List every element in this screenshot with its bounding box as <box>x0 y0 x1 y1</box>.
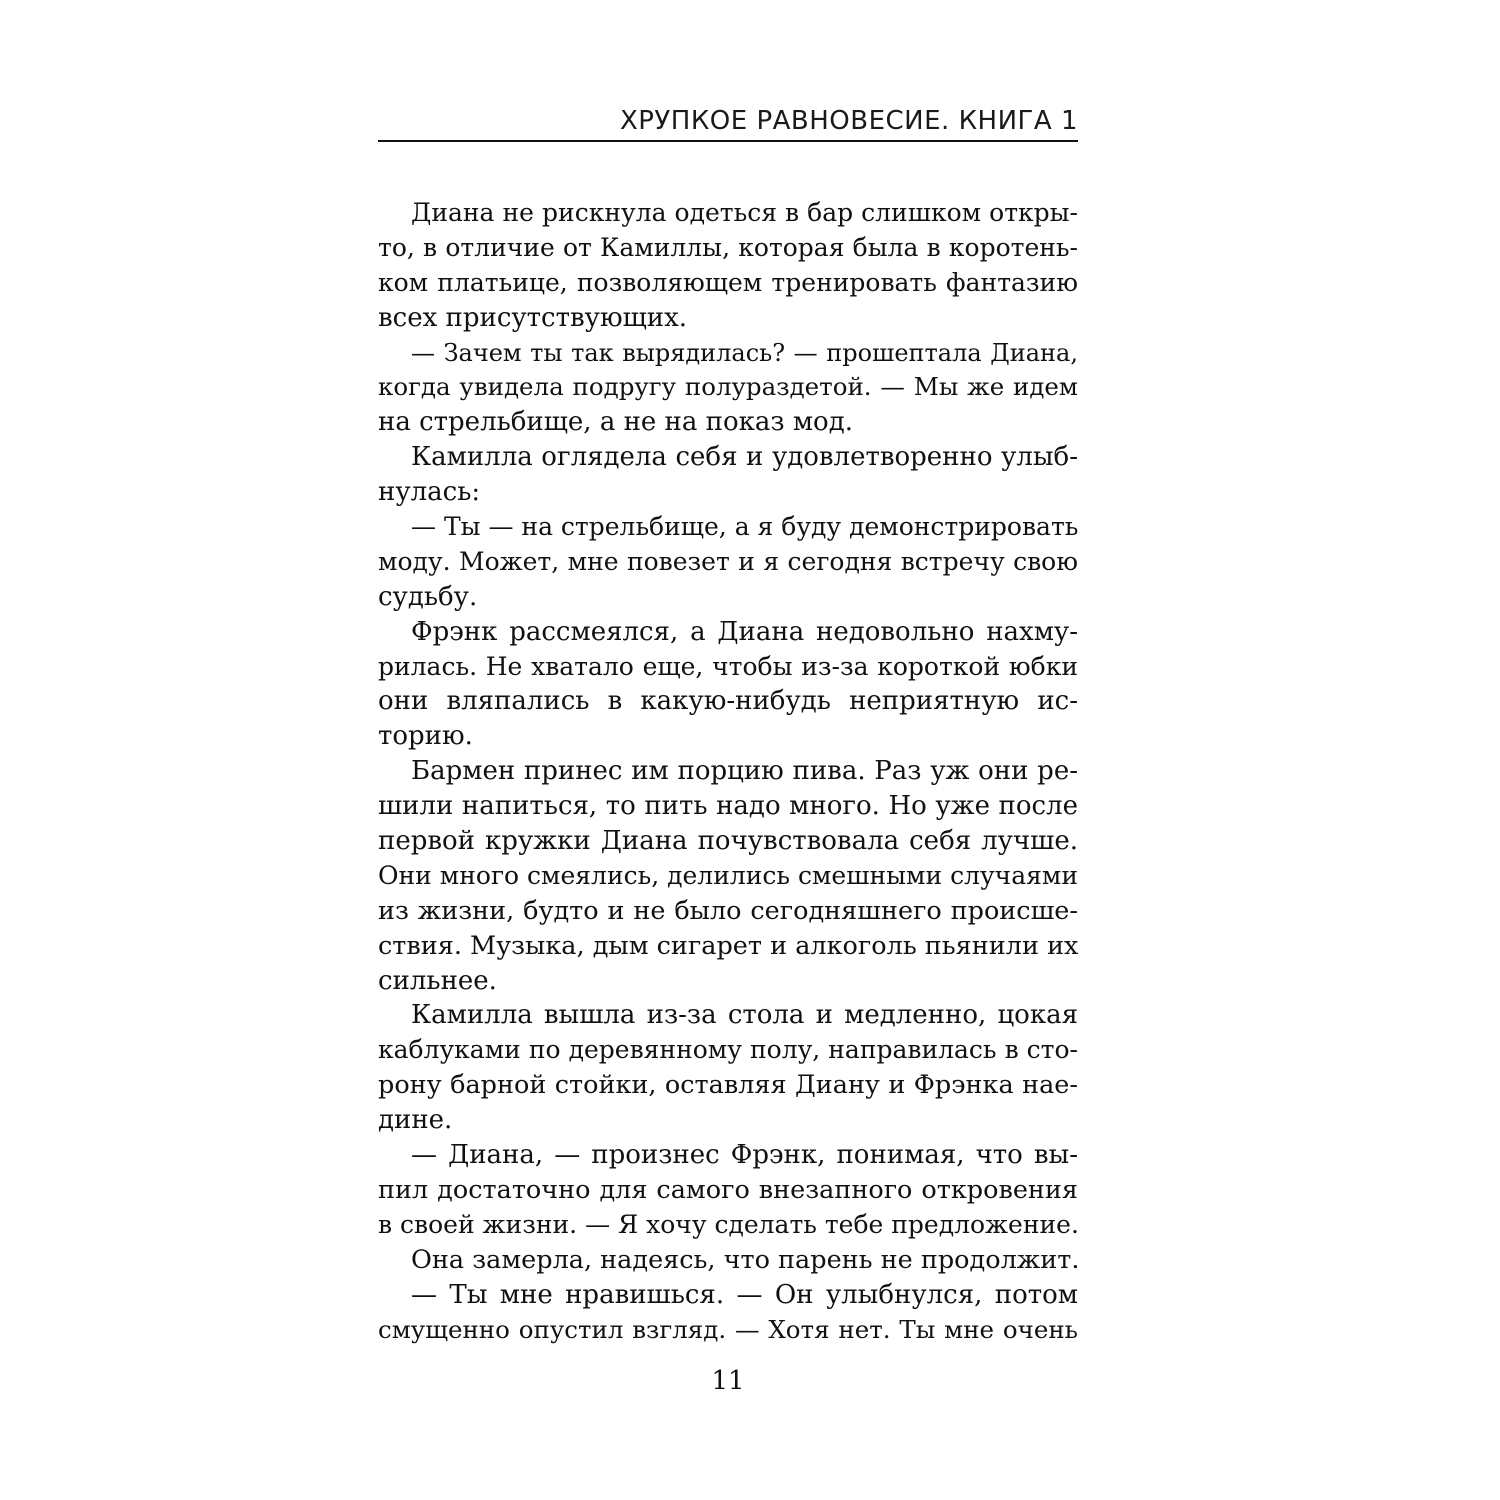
text-line: — Ты — на стрельбище, а я буду демонстрировать <box>411 512 1079 542</box>
text-line: рону барной стойки, оставляя Диану и Фрэнка нае- <box>378 1070 1078 1101</box>
text-line: Диана не рискнула одеться в бар слишком откры- <box>411 198 1078 227</box>
text-line: рилась. Не хватало еще, чтобы из-за короткой юбки <box>378 651 1078 681</box>
text-line: ствия. Музыка, дым сигарет и алкоголь пьянили их <box>378 930 1079 961</box>
text-line: нулась: <box>378 477 481 508</box>
text-line: смущенно опустил взгляд. — Хотя нет. Ты мне очень <box>378 1314 1078 1344</box>
text-line: пил достаточно для самого внезапного откровения <box>378 1174 1078 1205</box>
text-line: Они много смеялись, делились смешными случаями <box>378 860 1078 890</box>
header-rule <box>378 140 1078 142</box>
text-line: Фрэнк рассмеялся, а Диана недовольно нахму- <box>411 616 1078 647</box>
text-line: всех присутствующих. <box>378 302 688 333</box>
text-line: они вляпались в какую-нибудь неприятную ис- <box>378 686 1078 717</box>
text-line: судьбу. <box>378 581 478 612</box>
text-line: Камилла оглядела себя и удовлетворенно улыб- <box>411 442 1078 473</box>
text-line: Камилла вышла из-за стола и медленно, цокая <box>411 1000 1078 1031</box>
text-line: ком платьице, позволяющем тренировать фантазию <box>378 267 1078 297</box>
text-line: из жизни, будто и не было сегодняшнего происше- <box>378 895 1078 926</box>
text-line: шили напиться, то пить надо много. Но уже после <box>378 791 1078 822</box>
text-line: на стрельбище, а не на показ мод. <box>378 407 853 438</box>
text-line: дине. <box>378 1105 453 1136</box>
text-line: в своей жизни. — Я хочу сделать тебе предложение. <box>378 1209 1079 1239</box>
text-line: торию. <box>378 721 473 752</box>
page-number: 11 <box>711 1366 745 1396</box>
text-line: — Зачем ты так вырядилась? — прошептала Диана, <box>411 338 1078 367</box>
body-text <box>378 196 1078 1347</box>
text-line: — Ты мне нравишься. — Он улыбнулся, потом <box>411 1279 1078 1310</box>
text-line: то, в отличие от Камиллы, которая была в коротень- <box>378 232 1078 262</box>
running-title: ХРУПКОЕ РАВНОВЕСИЕ. КНИГА 1 <box>619 106 1078 136</box>
text-line: сильнее. <box>378 965 497 996</box>
text-line: когда увидела подругу полураздетой. — Мы же идем <box>378 372 1078 402</box>
text-line: первой кружки Диана почувствовала себя лучше. <box>378 826 1078 857</box>
text-line: Бармен принес им порцию пива. Раз уж они ре- <box>411 756 1078 787</box>
text-line: моду. Может, мне повезет и я сегодня встречу свою <box>378 546 1078 576</box>
text-line: каблуками по деревянному полу, направилась в сто- <box>378 1035 1078 1065</box>
text-line: — Диана, — произнес Фрэнк, понимая, что вы- <box>411 1140 1078 1171</box>
text-line: Она замерла, надеясь, что парень не продолжит. <box>411 1244 1080 1275</box>
